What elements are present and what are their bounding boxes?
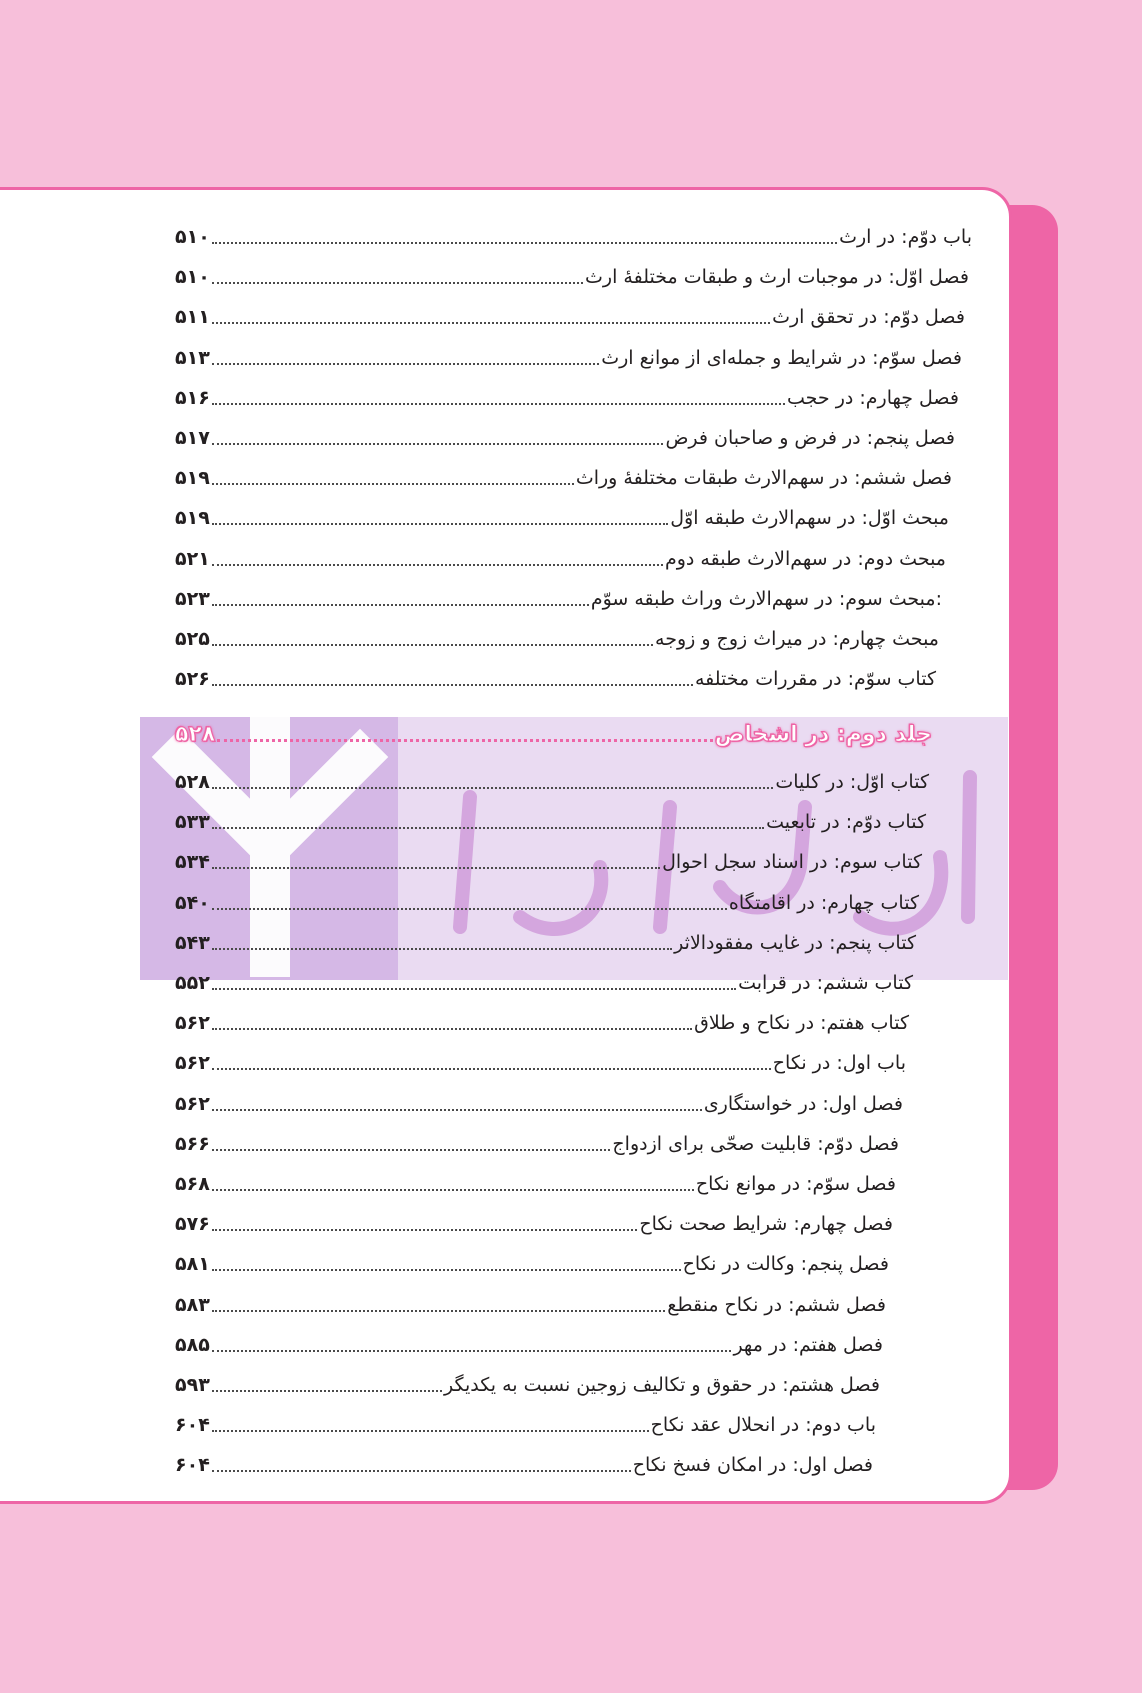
toc-row[interactable] — [175, 1290, 886, 1320]
toc-page-number: ۵۲۸ — [175, 722, 216, 747]
toc-title: مبحث چهارم: در میراث زوج و زوجه — [655, 628, 939, 650]
toc-leader-dots — [212, 948, 672, 950]
toc-page-number: ۵۴۰ — [175, 891, 210, 914]
toc-leader-dots — [212, 867, 660, 869]
toc-page-number: ۵۱۱ — [175, 306, 210, 329]
toc-leader-dots — [212, 1109, 702, 1111]
toc-title: فصل دوّم: در تحقق ارث — [772, 306, 965, 329]
toc-row[interactable] — [175, 222, 972, 252]
toc-leader-dots — [212, 1068, 771, 1070]
toc-row[interactable] — [175, 968, 913, 998]
toc-page-number: ۵۱۹ — [175, 467, 210, 490]
toc-row[interactable] — [175, 1089, 903, 1119]
toc-page-number: ۵۱۷ — [175, 427, 210, 449]
toc-page-number: ۵۳۳ — [175, 811, 210, 834]
toc-title: فصل ششم: در سهم‌الارث طبقات مختلفهٔ وراث — [575, 467, 952, 490]
toc-page-number: ۵۱۰ — [175, 266, 210, 289]
toc-title: مبحث دوم: در سهم‌الارث طبقه دوم — [664, 547, 946, 570]
toc-page-number: ۵۴۳ — [175, 931, 210, 954]
toc-leader-dots — [212, 1390, 442, 1392]
toc-page-number: ۵۱۹ — [175, 507, 210, 530]
toc-leader-dots — [212, 1149, 611, 1151]
toc-row[interactable] — [175, 1169, 896, 1199]
toc-page-number: ۶۰۴ — [175, 1454, 210, 1477]
toc-leader-dots — [212, 483, 574, 485]
toc-page-number: ۵۱۳ — [175, 346, 210, 369]
toc-title: فصل هفتم: در مهر — [733, 1333, 883, 1356]
toc-title: فصل پنجم: در فرض و صاحبان فرض — [665, 427, 955, 449]
toc-page-number: ۵۲۱ — [175, 547, 210, 570]
toc-leader-dots — [212, 1229, 638, 1231]
toc-row[interactable] — [175, 302, 965, 332]
toc-row[interactable] — [175, 343, 962, 373]
toc-row[interactable] — [175, 383, 959, 413]
toc-title: فصل اول: در خواستگاری — [703, 1092, 903, 1115]
toc-leader-dots — [212, 564, 663, 566]
toc-row[interactable] — [175, 928, 916, 958]
toc-row[interactable] — [175, 1048, 906, 1078]
toc-row[interactable] — [175, 463, 952, 493]
toc-row[interactable] — [175, 1129, 899, 1159]
toc-title: فصل دوّم: قابلیت صحّی برای ازدواج — [612, 1132, 899, 1155]
toc-row[interactable] — [175, 1249, 889, 1279]
toc-leader-dots — [212, 443, 664, 445]
toc-page-number: ۵۶۲ — [175, 1092, 210, 1115]
toc-title: فصل هشتم: در حقوق و تکالیف زوجین نسبت به یکدیگر — [444, 1374, 880, 1396]
toc-leader-dots — [212, 1430, 649, 1432]
toc-title: کتاب سوّم: در مقررات مختلفه — [694, 668, 936, 691]
toc-page-number: ۵۱۰ — [175, 226, 210, 248]
toc-page-number: ۵۹۳ — [175, 1374, 210, 1396]
toc-page-number: ۵۲۳ — [175, 587, 210, 610]
toc-leader-dots — [212, 1189, 694, 1191]
toc-title: فصل چهارم: در حجب — [786, 386, 959, 409]
toc-row[interactable] — [175, 847, 922, 877]
toc-page-number: ۵۵۲ — [175, 972, 210, 994]
toc-row[interactable] — [175, 1410, 876, 1440]
toc-page-number: ۵۷۶ — [175, 1213, 210, 1236]
toc-row[interactable] — [175, 1450, 873, 1480]
toc-leader-dots — [212, 787, 774, 789]
toc-title: فصل ششم: در نکاح منقطع — [667, 1293, 886, 1316]
toc-leader-dots — [212, 1350, 732, 1352]
toc-leader-dots — [212, 908, 727, 910]
toc-row[interactable] — [175, 503, 949, 533]
toc-title: کتاب ششم: در قرابت — [738, 972, 913, 994]
toc-title: کتاب چهارم: در اقامتگاه — [728, 891, 919, 914]
toc-leader-dots — [212, 523, 668, 525]
toc-title: فصل پنجم: وکالت در نکاح — [682, 1253, 889, 1276]
toc-page-number: ۵۶۸ — [175, 1173, 210, 1195]
toc-row[interactable] — [175, 807, 926, 837]
toc-leader-dots — [212, 684, 693, 686]
toc-leader-dots — [212, 644, 653, 646]
toc-page-number: ۵۶۲ — [175, 1012, 210, 1035]
toc-page-number: ۵۸۳ — [175, 1293, 210, 1316]
toc-title: فصل سوّم: در شرایط و جمله‌ای از موانع ارث — [601, 346, 962, 369]
toc-row[interactable] — [175, 584, 942, 614]
toc-row[interactable] — [175, 1008, 909, 1038]
toc-row[interactable] — [175, 1330, 883, 1360]
toc-leader-dots — [212, 1028, 692, 1030]
toc-title: مبحث سوم: در سهم‌الارث وراث طبقه سوّم: — [590, 587, 942, 610]
toc-page-number: ۵۲۵ — [175, 628, 210, 650]
toc-leader-dots — [212, 322, 770, 324]
toc-title: مبحث اوّل: در سهم‌الارث طبقه اوّل — [670, 507, 949, 530]
toc-title: فصل اول: در امکان فسخ نکاح — [632, 1454, 873, 1477]
toc-row[interactable] — [175, 262, 969, 292]
toc-leader-dots — [212, 242, 837, 244]
toc-page-number: ۵۶۶ — [175, 1132, 210, 1155]
toc-title: فصل سوّم: در موانع نکاح — [695, 1173, 896, 1195]
toc-title: باب دوّم: در ارث — [839, 226, 972, 248]
toc-row[interactable] — [175, 624, 939, 654]
toc-page-number: ۵۸۱ — [175, 1253, 210, 1276]
toc-title: کتاب دوّم: در تابعیت — [766, 811, 926, 834]
toc-title: باب اول: در نکاح — [772, 1052, 906, 1075]
toc-page-number: ۵۸۵ — [175, 1333, 210, 1356]
toc-leader-dots — [212, 1310, 665, 1312]
toc-title: کتاب سوم: در اسناد سجل احوال — [662, 851, 922, 874]
toc-leader-dots — [212, 282, 583, 284]
toc-title: کتاب هفتم: در نکاح و طلاق — [694, 1012, 909, 1035]
toc-leader-dots — [212, 1269, 681, 1271]
toc-leader-dots — [212, 827, 764, 829]
toc-page-number: ۵۳۴ — [175, 851, 210, 874]
toc-row[interactable] — [175, 888, 919, 918]
toc-title: فصل اوّل: در موجبات ارث و طبقات مختلفهٔ ارث — [585, 266, 969, 289]
toc-title: باب دوم: در انحلال عقد نکاح — [650, 1414, 876, 1437]
toc-leader-dots — [212, 1470, 631, 1472]
toc-row[interactable] — [175, 544, 946, 574]
toc-page-number: ۵۶۲ — [175, 1052, 210, 1075]
toc-title: فصل چهارم: شرایط صحت نکاح — [639, 1213, 893, 1236]
toc-volume-heading[interactable] — [175, 720, 932, 750]
toc-leader-dots — [212, 988, 736, 990]
toc-page-number: ۵۲۶ — [175, 668, 210, 691]
toc-page-number: ۵۲۸ — [175, 771, 210, 793]
toc-leader-dots — [212, 403, 785, 405]
toc-row[interactable] — [175, 664, 936, 694]
toc-row[interactable] — [175, 767, 929, 797]
toc-leader-dots — [217, 739, 712, 742]
toc-title: کتاب پنجم: در غایب مفقودالاثر — [674, 931, 916, 954]
toc-page-number: ۵۱۶ — [175, 386, 210, 409]
toc-title: جلد دوم: در اشخاص — [714, 722, 932, 747]
toc-title: کتاب اوّل: در کلیات — [775, 771, 929, 793]
toc-row[interactable] — [175, 423, 955, 453]
toc-leader-dots — [212, 363, 599, 365]
toc-leader-dots — [212, 604, 589, 606]
toc-page-number: ۶۰۴ — [175, 1414, 210, 1437]
toc-row[interactable] — [175, 1370, 880, 1400]
toc-row[interactable] — [175, 1209, 893, 1239]
